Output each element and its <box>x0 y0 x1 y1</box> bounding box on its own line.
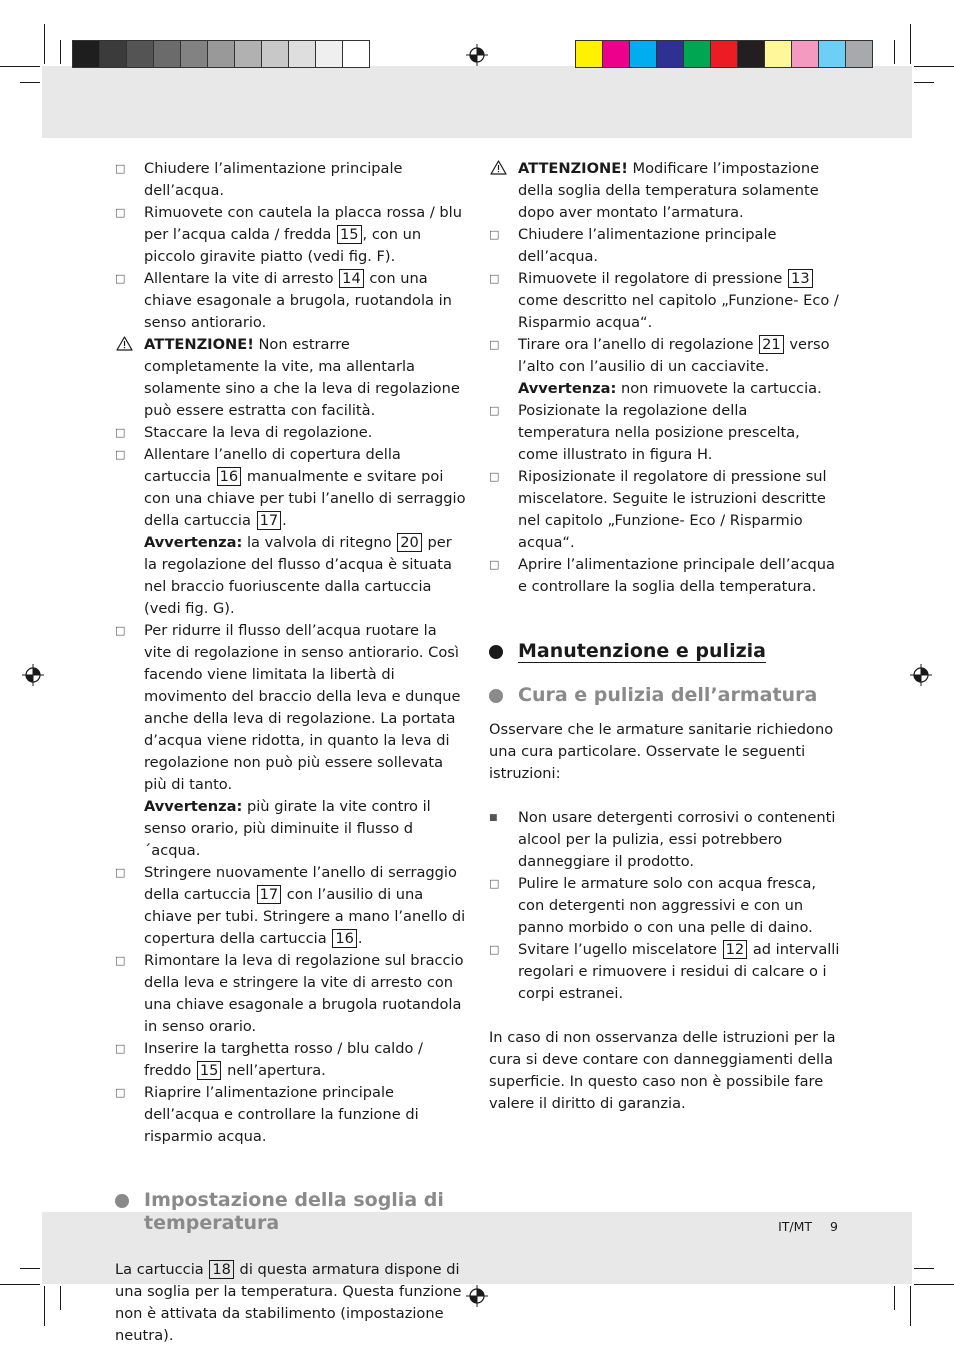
text-run: Allentare la vite di arresto <box>144 270 339 287</box>
warning-triangle-icon <box>490 160 504 183</box>
language-code: IT/MT <box>778 1219 813 1234</box>
part-number-ref: 18 <box>209 1260 234 1279</box>
text-run: Rimontare la leva di regolazione sul braccio della leva e stringere la vite di arresto con una chiave esagonale a brugola ruotandola in senso orario. <box>144 952 464 1035</box>
right-column <box>489 158 841 1115</box>
page-number: 9 <box>830 1219 838 1234</box>
right-step-list <box>489 158 841 598</box>
process-color-bar <box>575 40 872 70</box>
part-number-ref: 17 <box>257 511 282 530</box>
part-number-ref: 14 <box>339 269 364 288</box>
list-item <box>115 422 467 444</box>
crop-mark <box>914 82 934 83</box>
registration-mark-icon <box>22 664 44 686</box>
text-run: Riaprire l’alimentazione principale dell’acqua e controllare la funzione di risparmio acqua. <box>144 1084 419 1145</box>
color-swatch <box>126 40 154 68</box>
list-item <box>489 807 841 873</box>
square-bullet-icon: □ <box>489 338 500 351</box>
care-list <box>489 807 841 1005</box>
text-run: con una chiave esagonale a brugola, ruotandola in senso antiorario. <box>144 270 452 331</box>
part-number-ref: 21 <box>759 335 784 354</box>
warranty-paragraph: In caso di non osservanza delle istruzioni per la cura si deve contare con danneggiamenti della superficie. In questo caso non è possibile fare valere il diritto di garanzia. <box>489 1029 836 1112</box>
left-step-list <box>115 158 467 1148</box>
text-run: come descritto nel capitolo „Funzione- Eco / Risparmio acqua“. <box>518 292 839 331</box>
crop-mark <box>20 82 40 83</box>
list-item <box>489 268 841 334</box>
crop-mark <box>44 1286 45 1326</box>
crop-mark <box>20 1268 40 1269</box>
bold-label: Avvertenza: <box>518 380 617 397</box>
header-band <box>42 66 912 138</box>
color-swatch <box>845 40 873 68</box>
text-run: Per ridurre il flusso dell’acqua ruotare la vite di regolazione in senso antiorario. Così facendo viene limitata la libertà di movimento del braccio della leva e dunque anche della leva di regolazione. La portata d’acqua viene ridotta, in quanto la leva di regolazione non può più essere sollevata più di tanto. <box>144 622 461 793</box>
color-swatch <box>710 40 738 68</box>
square-bullet-icon: □ <box>115 866 126 879</box>
list-item <box>115 1082 467 1148</box>
registration-mark-icon <box>466 44 488 66</box>
square-bullet-icon: □ <box>115 1086 126 1099</box>
part-number-ref: 20 <box>397 533 422 552</box>
color-swatch <box>288 40 316 68</box>
list-item <box>115 862 467 950</box>
text-run: Pulire le armature solo con acqua fresca, con detergenti non aggressivi e con un panno morbido o con una pelle di daino. <box>518 875 817 936</box>
text-run: per la regolazione del flusso d’acqua è situata nel braccio fuoriuscente dalla cartuccia (vedi fig. G). <box>144 534 452 617</box>
crop-mark <box>60 40 61 64</box>
part-number-ref: 12 <box>723 940 748 959</box>
part-number-ref: 17 <box>257 885 282 904</box>
temperature-intro-paragraph <box>115 1259 467 1347</box>
filled-square-bullet-icon: ■ <box>489 813 498 823</box>
crop-mark <box>914 1284 954 1285</box>
square-bullet-icon: □ <box>115 206 126 219</box>
square-bullet-icon: □ <box>115 426 126 439</box>
crop-mark <box>914 1268 934 1269</box>
warning-triangle-icon <box>116 336 130 359</box>
list-item <box>115 444 467 620</box>
square-bullet-icon: □ <box>115 624 126 637</box>
square-bullet-icon: □ <box>115 1042 126 1055</box>
list-item <box>489 554 841 598</box>
text-run: Aprire l’alimentazione principale dell’acqua e controllare la soglia della temperatura. <box>518 556 835 595</box>
text-run: Non estrarre completamente la vite, ma allentarla solamente sino a che la leva di regolazione può essere estratta con facilità. <box>144 336 460 419</box>
square-bullet-icon: □ <box>115 448 126 461</box>
color-swatch <box>261 40 289 68</box>
list-item <box>115 268 467 334</box>
text-run: Stringere nuovamente l’anello di serraggio della cartuccia <box>144 864 457 903</box>
section-bullet-icon <box>489 689 503 703</box>
section-heading-care <box>489 684 841 707</box>
text-run: Staccare la leva di regolazione. <box>144 424 373 441</box>
square-bullet-icon: □ <box>489 228 500 241</box>
color-swatch <box>207 40 235 68</box>
list-item <box>489 400 841 466</box>
text-run: più girate la vite contro il senso orario, più diminuite il flusso d´acqua. <box>144 798 431 859</box>
bold-label: Avvertenza: <box>144 798 243 815</box>
crop-mark <box>60 1286 61 1310</box>
part-number-ref: 13 <box>788 269 813 288</box>
square-bullet-icon: □ <box>115 272 126 285</box>
section-bullet-icon <box>115 1194 129 1208</box>
text-run: Tirare ora l’anello di regolazione <box>518 336 759 353</box>
crop-mark <box>914 66 954 67</box>
crop-mark <box>894 1286 895 1310</box>
color-swatch <box>99 40 127 68</box>
list-item <box>489 873 841 939</box>
crop-mark <box>0 1284 40 1285</box>
text-run: con l’ausilio di una chiave per tubi. Stringere a mano l’anello di copertura della cartuccia <box>144 886 466 947</box>
list-item <box>115 950 467 1038</box>
text-run: Rimuovete con cautela la placca rossa / blu per l’acqua calda / fredda <box>144 204 462 243</box>
list-item <box>489 939 841 1005</box>
text-run: la valvola di ritegno <box>242 534 397 551</box>
crop-mark <box>910 24 911 64</box>
text-run: Modificare l’impostazione della soglia della temperatura solamente dopo aver montato l’armatura. <box>518 160 820 221</box>
text-run: Inserire la targhetta rosso / blu caldo / freddo <box>144 1040 423 1079</box>
page-footer <box>764 1219 838 1234</box>
list-item <box>115 202 467 268</box>
registration-mark-icon <box>910 664 932 686</box>
text-run: Rimuovete il regolatore di pressione <box>518 270 788 287</box>
color-swatch <box>629 40 657 68</box>
color-swatch <box>737 40 765 68</box>
text-run: manualmente e svitare poi con una chiave per tubi l’anello di serraggio della cartuccia <box>144 468 466 529</box>
crop-mark <box>910 1286 911 1326</box>
section-heading-temperature-threshold <box>115 1189 467 1235</box>
square-bullet-icon: □ <box>489 877 500 890</box>
color-swatch <box>234 40 262 68</box>
part-number-ref: 15 <box>337 225 362 244</box>
part-number-ref: 16 <box>332 929 357 948</box>
section-heading-text: Manutenzione e pulizia <box>518 640 766 662</box>
list-item <box>115 1038 467 1082</box>
color-swatch <box>791 40 819 68</box>
part-number-ref: 16 <box>217 467 242 486</box>
bold-label: ATTENZIONE! <box>144 336 254 353</box>
list-item <box>489 466 841 554</box>
crop-mark <box>44 24 45 64</box>
list-item <box>489 224 841 268</box>
grey-color-bar <box>72 40 369 70</box>
color-swatch <box>683 40 711 68</box>
square-bullet-icon: □ <box>489 558 500 571</box>
care-intro-paragraph: Osservare che le armature sanitarie richiedono una cura particolare. Osservate le seguenti istruzioni: <box>489 721 834 782</box>
text-run: Allentare l’anello di copertura della cartuccia <box>144 446 401 485</box>
square-bullet-icon: □ <box>115 162 126 175</box>
color-swatch <box>818 40 846 68</box>
section-heading-text: Cura e pulizia dell’armatura <box>518 684 818 706</box>
text-run: Chiudere l’alimentazione principale dell’acqua. <box>518 226 777 265</box>
text-run: nell’apertura. <box>222 1062 326 1079</box>
text-run: non rimuovete la cartuccia. <box>616 380 822 397</box>
color-swatch <box>180 40 208 68</box>
color-swatch <box>602 40 630 68</box>
color-swatch <box>575 40 603 68</box>
text-run: . <box>282 512 287 529</box>
left-column <box>115 158 467 1347</box>
list-item <box>115 334 467 422</box>
section-heading-maintenance <box>489 640 841 663</box>
section-heading-text: Impostazione della soglia di temperatura <box>144 1189 444 1234</box>
text-run: Svitare l’ugello miscelatore <box>518 941 722 958</box>
color-swatch <box>315 40 343 68</box>
color-swatch <box>72 40 100 68</box>
text-run: . <box>357 930 363 947</box>
square-bullet-icon: □ <box>489 272 500 285</box>
text-run: verso l’alto con l’ausilio di un cacciavite. <box>518 336 830 375</box>
list-item <box>115 620 467 862</box>
section-bullet-icon <box>489 645 503 659</box>
color-swatch <box>342 40 370 68</box>
bold-label: Avvertenza: <box>144 534 243 551</box>
crop-mark <box>894 40 895 64</box>
color-swatch <box>656 40 684 68</box>
text-run: ad intervalli regolari e rimuovere i residui di calcare o i corpi estranei. <box>518 941 840 1002</box>
text-run: Chiudere l’alimentazione principale dell’acqua. <box>144 160 403 199</box>
text-run: Non usare detergenti corrosivi o contenenti alcool per la pulizia, essi potrebbero danneggiare il prodotto. <box>518 809 836 870</box>
square-bullet-icon: □ <box>489 404 500 417</box>
list-item <box>489 334 841 400</box>
bold-label: ATTENZIONE! <box>518 160 628 177</box>
text-run: Riposizionate il regolatore di pressione sul miscelatore. Seguite le istruzioni descritte nel capitolo „Funzione- Eco / Risparmio acqua“. <box>518 468 827 551</box>
text-run: La cartuccia <box>115 1261 209 1278</box>
square-bullet-icon: □ <box>489 470 500 483</box>
registration-mark-icon <box>466 1285 488 1307</box>
list-item <box>115 158 467 202</box>
text-run: Posizionate la regolazione della temperatura nella posizione prescelta, come illustrato in figura H. <box>518 402 800 463</box>
list-item <box>489 158 841 224</box>
part-number-ref: 15 <box>197 1061 222 1080</box>
crop-mark <box>0 66 40 67</box>
color-swatch <box>764 40 792 68</box>
square-bullet-icon: □ <box>489 943 500 956</box>
color-swatch <box>153 40 181 68</box>
text-run: , con un piccolo giravite piatto (vedi fig. F). <box>144 226 422 265</box>
square-bullet-icon: □ <box>115 954 126 967</box>
text-run: di questa armatura dispone di una soglia per la temperatura. Questa funzione non è attivata da stabilimento (impostazione neutra). <box>115 1261 462 1344</box>
